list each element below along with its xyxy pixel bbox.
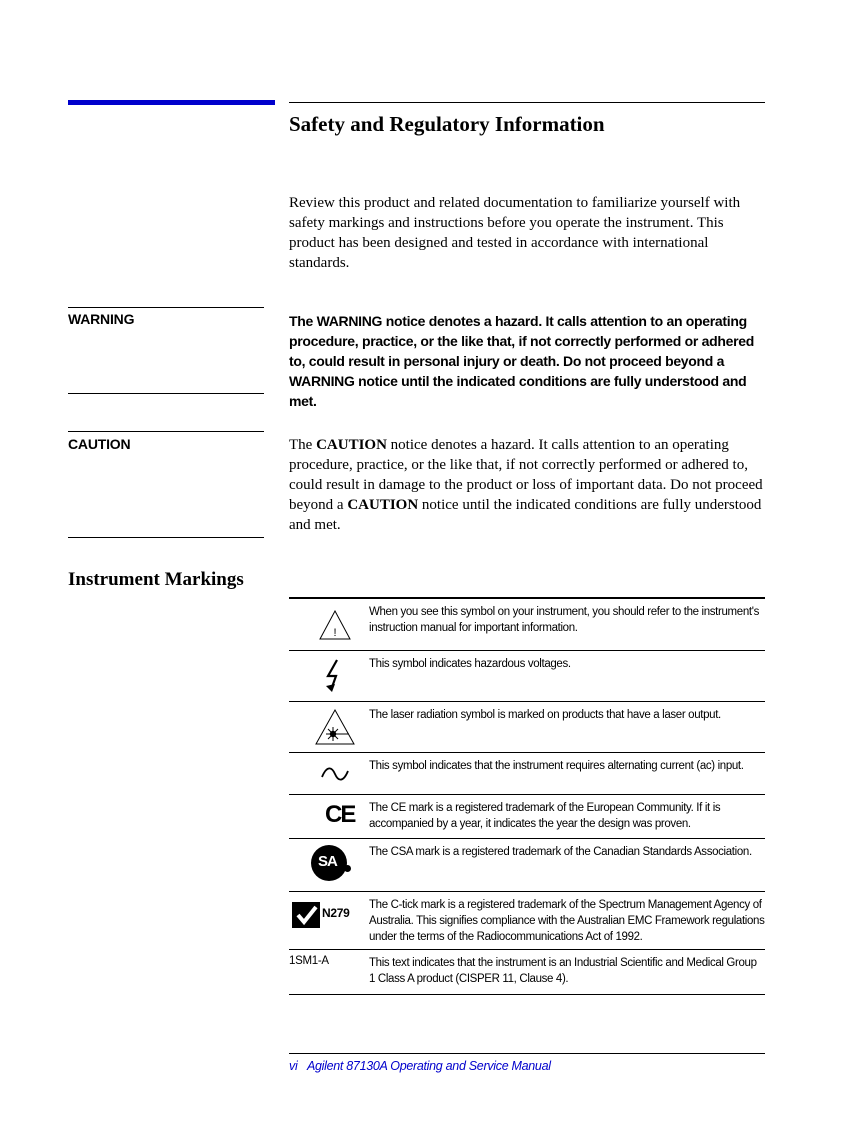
table-row <box>289 892 765 950</box>
page-footer <box>289 1059 551 1073</box>
row-description: The C-tick mark is a registered trademark of the Spectrum Management Agency of Australia. This signifies compliance with the Australian EMC Framework regulations under the terms of the Radiocommunications Act of 1992. <box>369 899 765 943</box>
manual-title: Agilent 87130A Operating and Service Manual <box>306 1059 551 1073</box>
instrument-markings-heading: Instrument Markings <box>68 569 244 590</box>
warning-top-rule <box>68 307 264 308</box>
laser-radiation-icon <box>315 709 355 745</box>
csa-dot <box>344 865 351 872</box>
row-description: This symbol indicates hazardous voltages. <box>369 658 571 670</box>
caution-bottom-rule <box>68 537 264 538</box>
table-row <box>289 702 765 753</box>
ac-input-icon <box>320 765 350 783</box>
page-title: Safety and Regulatory Information <box>289 112 605 136</box>
csa-letters: SA <box>318 853 337 870</box>
table-row <box>289 950 765 995</box>
caution-top-rule <box>68 431 264 432</box>
ce-mark-icon: CE <box>325 801 355 828</box>
warning-text: The WARNING notice denotes a hazard. It calls attention to an operating procedure, practice, or the like that, if not correctly performed or adhered to, could result in personal injury or death. Do not proceed beyond a WARNING notice until the indicated conditions are fully understood and met. <box>289 313 754 409</box>
header-accent-bar <box>68 100 275 105</box>
csa-mark-icon <box>311 845 351 885</box>
symbol-cell <box>289 950 369 994</box>
caution-text-part: notice denotes a hazard. It calls attention to an operating procedure, practice, or the like that, if not correctly performed or adhered to, could result in damage to the product or loss of important data. Do not proceed beyond a <box>289 437 763 513</box>
caution-label: CAUTION <box>68 436 131 452</box>
row-description: The CE mark is a registered trademark of the European Community. If it is accompanied by a year, it indicates the year the design was proven. <box>369 802 721 830</box>
symbol-cell <box>289 651 369 701</box>
symbol-cell <box>289 599 369 650</box>
table-row <box>289 753 765 795</box>
markings-table <box>289 597 765 995</box>
footer-rule <box>289 1053 765 1054</box>
row-description: This symbol indicates that the instrument requires alternating current (ac) input. <box>369 760 744 772</box>
symbol-cell <box>289 702 369 752</box>
table-row <box>289 599 765 651</box>
caution-triangle-icon <box>319 610 351 640</box>
caution-text <box>289 435 767 535</box>
row-description: This text indicates that the instrument is an Industrial Scientific and Medical Group 1 Class A product (CISPER 11, Clause 4). <box>369 957 757 985</box>
caution-keyword: CAUTION <box>347 497 419 513</box>
row-description: The CSA mark is a registered trademark of the Canadian Standards Association. <box>369 846 752 858</box>
symbol-cell <box>289 839 369 891</box>
row-description: When you see this symbol on your instrument, you should refer to the instrument's instruction manual for important information. <box>369 606 759 634</box>
symbol-cell <box>289 892 369 949</box>
caution-text-part: notice until the indicated conditions are fully understood and met. <box>289 497 762 533</box>
intro-paragraph: Review this product and related documentation to familiarize yourself with safety markings and instructions before you operate the instrument. This product has been designed and tested in accordance with international standards. <box>289 195 741 271</box>
c-tick-mark-icon <box>291 901 321 929</box>
hazardous-voltage-icon <box>323 659 345 693</box>
symbol-cell <box>289 753 369 794</box>
header-rule <box>289 102 765 103</box>
row-description: The laser radiation symbol is marked on products that have a laser output. <box>369 709 721 721</box>
svg-text:!: ! <box>333 627 337 639</box>
table-row <box>289 795 765 839</box>
ism-code: 1SM1-A <box>289 955 329 967</box>
table-row <box>289 839 765 892</box>
page-number: vi <box>289 1059 298 1073</box>
table-row <box>289 651 765 702</box>
caution-keyword: CAUTION <box>316 437 387 453</box>
caution-text-part: The <box>289 437 317 453</box>
warning-label: WARNING <box>68 311 135 327</box>
symbol-cell <box>289 795 369 838</box>
warning-bottom-rule <box>68 393 264 394</box>
c-tick-code: N279 <box>322 906 350 920</box>
